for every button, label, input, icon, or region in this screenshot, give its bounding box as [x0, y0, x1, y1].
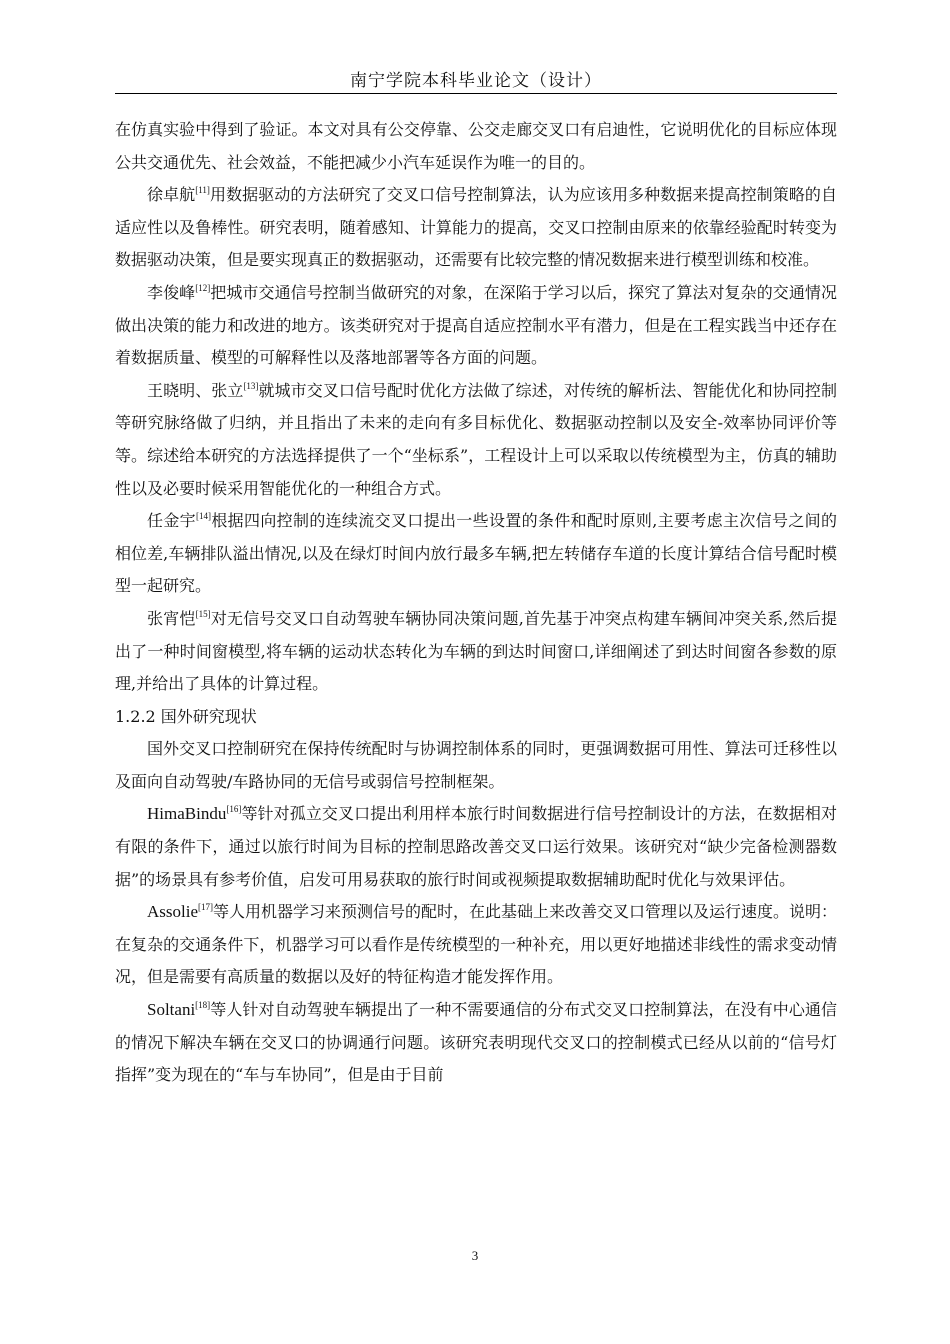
- paragraph-text: 等针对孤立交叉口提出利用样本旅行时间数据进行信号控制设计的方法，在数据相对有限的条件下，通过以旅行时间为目标的控制思路改善交叉口运行效果。该研究对“缺少完备检测器数据”的场景具有参考价值，启发可用易获取的旅行时间或视频提取数据辅助配时优化与效果评估。: [115, 804, 837, 889]
- paragraph-text: 等人用机器学习来预测信号的配时，在此基础上来改善交叉口管理以及运行速度。说明：在复杂的交通条件下，机器学习可以看作是传统模型的一种补充，用以更好地描述非线性的需求变动情况，但是需要有高质量的数据以及好的特征构造才能发挥作用。: [115, 902, 838, 987]
- paragraph: [115, 505, 837, 603]
- cited-author: 张宵恺: [147, 608, 196, 628]
- citation-ref: [15]: [195, 608, 211, 619]
- paragraph-text: 用数据驱动的方法研究了交叉口信号控制算法，认为应该用多种数据来提高控制策略的自适应性以及鲁棒性。研究表明，随着感知、计算能力的提高，交叉口控制由原来的依靠经验配时转变为数据驱动决策，但是要实现真正的数据驱动，还需要有比较完整的情况数据来进行模型训练和校准。: [115, 185, 837, 270]
- cited-author: HimaBindu: [147, 804, 227, 824]
- paragraph: [115, 375, 837, 505]
- paragraph: [115, 179, 837, 277]
- citation-ref: [17]: [198, 902, 213, 913]
- section-heading: 1.2.2 国外研究现状: [115, 706, 257, 726]
- paragraph-text: 根据四向控制的连续流交叉口提出一些设置的条件和配时原则,主要考虑主次信号之间的相位差,车辆排队溢出情况,以及在绿灯时间内放行最多车辆,把左转储存车道的长度计算结合信号配时模型一起研究。: [115, 511, 837, 596]
- paragraph-text: 等人针对自动驾驶车辆提出了一种不需要通信的分布式交叉口控制算法，在没有中心通信的情况下解决车辆在交叉口的协调通行问题。该研究表明现代交叉口的控制模式已经从以前的“信号灯指挥”变为现在的“车与车协同”，但是由于目前: [115, 1000, 837, 1085]
- citation-ref: [16]: [226, 804, 242, 815]
- citation-ref: [14]: [196, 511, 211, 522]
- cited-author: 任金宇: [147, 511, 196, 531]
- paragraph: [115, 994, 837, 1092]
- paragraph-text: 就城市交叉口信号配时优化方法做了综述，对传统的解析法、智能优化和协同控制等研究脉络做了归纳，并且指出了未来的走向有多目标优化、数据驱动控制以及安全-效率协同评价等等。综述给本研究的方法选择提供了一个“坐标系”，工程设计上可以采取以传统模型为主，仿真的辅助性以及必要时候采用智能优化的一种组合方式。: [115, 380, 837, 498]
- header-rule: [115, 93, 837, 94]
- cited-author: 李俊峰: [147, 282, 196, 302]
- citation-ref: [12]: [195, 282, 211, 293]
- citation-ref: [18]: [195, 1000, 211, 1011]
- cited-author: Soltani: [147, 1000, 196, 1020]
- paragraph-text: 把城市交通信号控制当做研究的对象，在深陷于学习以后，探究了算法对复杂的交通情况做出决策的能力和改进的地方。该类研究对于提高自适应控制水平有潜力，但是在工程实践当中还存在着数据质量、模型的可解释性以及落地部署等各方面的问题。: [115, 282, 837, 368]
- paragraph: [115, 798, 837, 896]
- paragraph: 国外交叉口控制研究在保持传统配时与协调控制体系的同时，更强调数据可用性、算法可迁移性以及面向自动驾驶/车路协同的无信号或弱信号控制框架。: [115, 739, 837, 791]
- paragraph: [115, 603, 837, 701]
- cited-author: 王晓明、张立: [147, 380, 244, 400]
- citation-ref: [13]: [243, 380, 259, 391]
- paragraph: [115, 277, 837, 375]
- cited-author: 徐卓航: [147, 185, 196, 205]
- paragraph-text: 对无信号交叉口自动驾驶车辆协同决策问题,首先基于冲突点构建车辆间冲突关系,然后提出了一种时间窗模型,将车辆的运动状态转化为车辆的到达时间窗口,详细阐述了到达时间窗各参数的原理,并给出了具体的计算过程。: [115, 608, 837, 694]
- cited-author: Assolie: [147, 902, 198, 922]
- citation-ref: [11]: [195, 185, 210, 196]
- body-text: [115, 114, 837, 1092]
- paragraph: [115, 896, 837, 994]
- paragraph: 在仿真实验中得到了验证。本文对具有公交停靠、公交走廊交叉口有启迪性，它说明优化的目标应体现公共交通优先、社会效益，不能把减少小汽车延误作为唯一的目的。: [115, 120, 837, 172]
- page-number: 3: [471, 1248, 479, 1263]
- page-header: 南宁学院本科毕业论文（设计）: [350, 71, 602, 91]
